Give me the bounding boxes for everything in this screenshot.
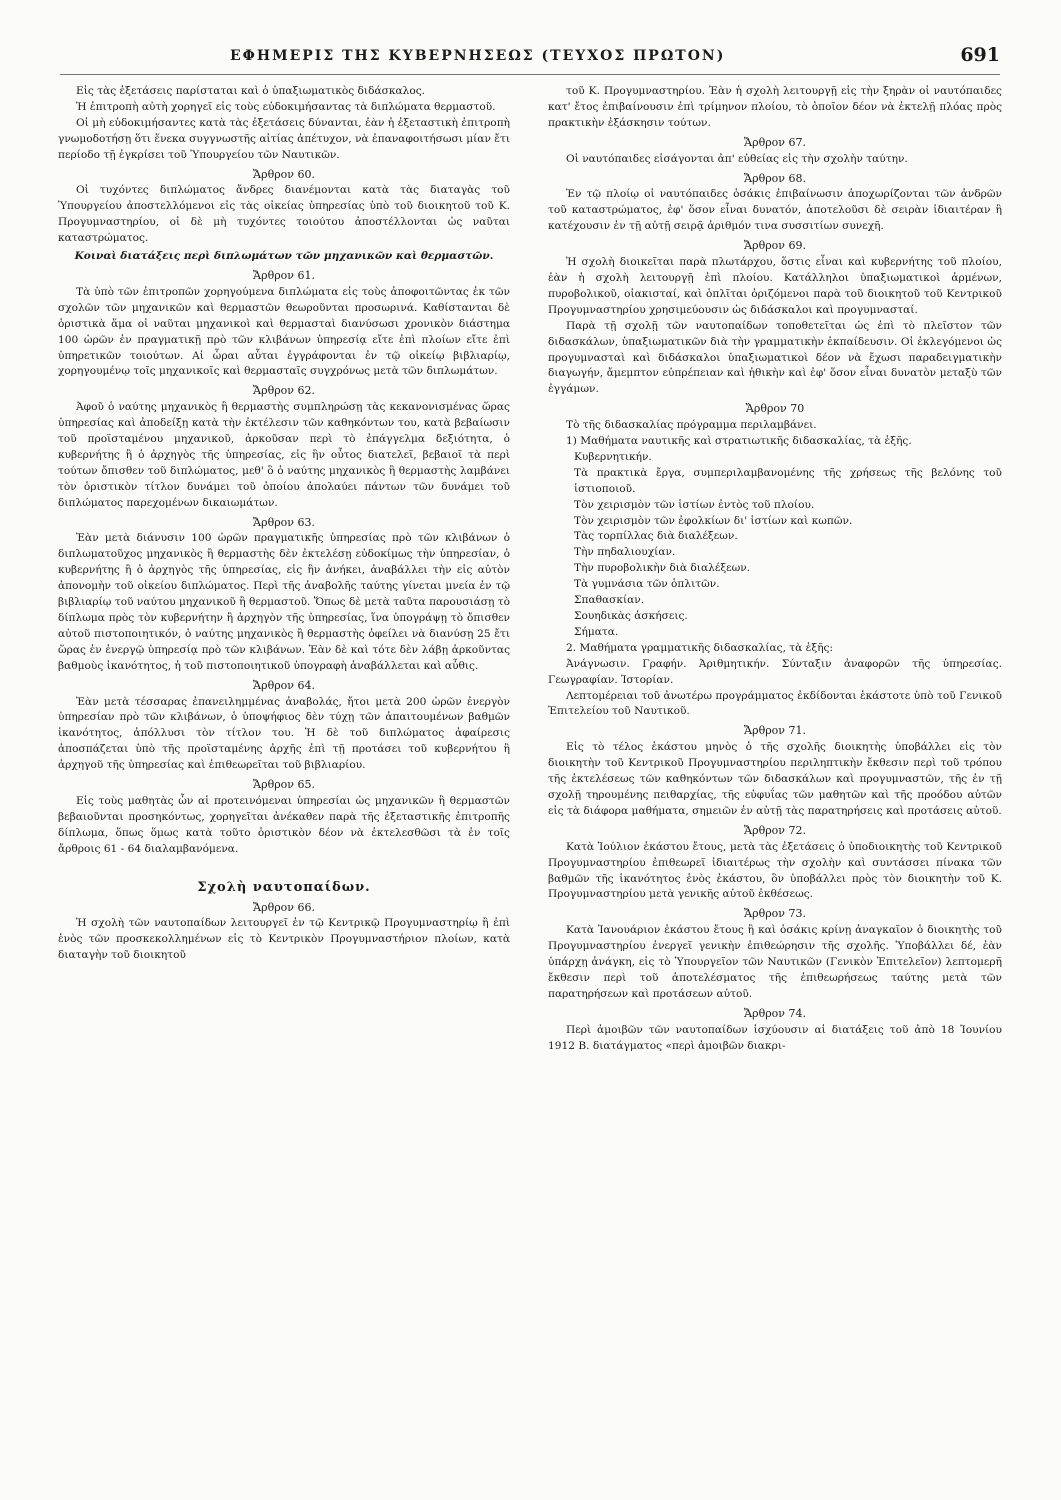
paragraph: Οἱ μὴ εὐδοκιμήσαντες κατὰ τὰς ἐξετάσεις δύνανται, ἐὰν ἡ ἐξεταστικὴ ἐπιτροπὴ γνωμοδοτήσῃ ὅτι ἕνεκα συγγνωστῆς αἰτίας ἀπέτυχον, νὰ ἐπαναφοιτήσωσι μίαν ἔτι περίοδο τῇ ἐγκρίσει τοῦ Ὑπουργείου τῶν Ναυτικῶν. xyxy=(58,116,510,161)
section-heading: Σχολὴ ναυτοπαίδων. xyxy=(197,879,371,895)
paragraph: Οἱ ναυτόπαιδες εἰσάγονται ἀπ' εὐθείας εἰς τὴν σχολὴν ταύτην. xyxy=(566,152,908,165)
paragraph: Ἀφοῦ ὁ ναύτης μηχανικὸς ἢ θερμαστὴς συμπληρώσῃ τὰς κεκανονισμένας ὥρας ὑπηρεσίας καὶ ἀποδείξῃ κατὰ τὴν ἐκτέλεσιν τῶν καθηκόντων του, κατὰ βεβαίωσιν τοῦ προϊσταμένου μηχανικοῦ, ἀρκοῦσαν περὶ τὸ ἐπάγγελμα δεξιότητα, ὁ κυβερνήτης ἢ ὁ ἀρχηγὸς τῆς ὑπηρεσίας, εἰς ἣν οὗτος διατελεῖ, βεβαιοῖ τὰ περὶ τούτων ὄπισθεν τοῦ διπλώματος, μεθ' ὃ ὁ ναύτης μηχανικὸς ἢ θερμαστὴς λαμβάνει τὸν ὁριστικὸν τίτλον δυνάμει τοῦ ὁποίου ἀπολαύει πάντων τῶν δυνάμει τοῦ διπλώματος παρεχομένων δικαιωμάτων. xyxy=(58,401,510,509)
paragraph: Ἀνάγνωσιν. Γραφήν. Ἀριθμητικήν. Σύνταξιν ἀναφορῶν τῆς ὑπηρεσίας. Γεωγραφίαν. Ἱστορίαν. xyxy=(548,657,1002,686)
article-heading: Ἄρθρον 60. xyxy=(253,167,315,181)
article-heading: Ἄρθρον 62. xyxy=(253,384,315,398)
list-item: Τὴν πηδαλιουχίαν. xyxy=(574,546,676,559)
paragraph: Εἰς τὸ τέλος ἑκάστου μηνὸς ὁ τῆς σχολῆς διοικητὴς ὑποβάλλει εἰς τὸν διοικητὴν τοῦ Κεντρικοῦ Προγυμναστηρίου περιληπτικὴν ἔκθεσιν περὶ τοῦ τρόπου τῆς ἐκτελέσεως τῶν καθηκόντων τῶν διδασκάλων καὶ προγυμναστῶν, τῆς ἐν τῇ σχολῇ τηρουμένης πειθαρχίας, τῆς εὐφυΐας τῶν μαθητῶν καὶ τῆς προόδου αὐτῶν εἰς τὰ διάφορα μαθήματα, σημειῶν ἐν αὐτῇ τὰς παρατηρήσεις καὶ προτάσεις αὐτοῦ. xyxy=(548,741,1002,817)
article-heading: Ἄρθρον 66. xyxy=(253,900,315,914)
paragraph: 2. Μαθήματα γραμματικῆς διδασκαλίας, τὰ ἑξῆς: xyxy=(566,641,834,654)
paragraph: Ἡ ἐπιτροπὴ αὐτὴ χορηγεῖ εἰς τοὺς εὐδοκιμήσαντας τὰ διπλώματα θερμαστοῦ. xyxy=(76,100,496,113)
page-number: 691 xyxy=(960,44,1000,66)
article-heading: Ἄρθρον 70 xyxy=(745,402,805,416)
paragraph: Ἐν τῷ πλοίῳ οἱ ναυτόπαιδες ὁσάκις ἐπιβαίνωσιν ἀποχωρίζονται τῶν ἀνδρῶν τοῦ καταστρώματος, ἐφ' ὅσον εἶναι δυνατόν, ἀποτελοῦσι δὲ σειρὰν ἰδιαιτέραν ἢ κατέχουσιν ἐν τῇ αὐτῇ σειρᾷ ἀριθμόν τινα συσσιτίων συνεχῆ. xyxy=(548,188,1002,233)
paragraph: 1) Μαθήματα ναυτικῆς καὶ στρατιωτικῆς διδασκαλίας, τὰ ἑξῆς. xyxy=(566,435,912,448)
list-item: Σπαθασκίαν. xyxy=(574,594,645,607)
paragraph: Παρὰ τῇ σχολῇ τῶν ναυτοπαίδων τοποθετεῖται ὡς ἐπὶ τὸ πλεῖστον τῶν διδασκάλων, ὑπαξιωματικῶν διὰ τὴν γραμματικὴν ἐκπαίδευσιν. Οἱ ἐκλεγόμενοι ὡς προγυμνασταὶ καὶ διδάσκαλοι ὑπαξιωματικοὶ δέον νὰ ἔχωσι παραδειγματικὴν διαγωγήν, ἄμεμπτον εὐπρέπειαν καὶ ἠθικὴν καὶ ἐφ' ὅσον εἶναι δυνατὸν μεταξὺ τῶν ἐγγάμων. xyxy=(548,319,1002,396)
article-heading: Ἄρθρον 64. xyxy=(253,678,315,692)
paragraph: Κατὰ Ἰανουάριον ἑκάστου ἔτους ἢ καὶ ὁσάκις κρίνῃ ἀναγκαῖον ὁ διοικητὴς τοῦ Προγυμναστηρίου ἐνεργεῖ γενικὴν ἐπιθεώρησιν τῆς σχολῆς. Ὑποβάλλει δέ, ἐὰν ὑπάρχῃ ἀνάγκη, εἰς τὸ Ὑπουργεῖον τῶν Ναυτικῶν (Γενικὸν Ἐπιτελεῖον) λεπτομερῆ ἔκθεσιν περὶ τοῦ ἀποτελέσματος τῆς ἐπιθεωρήσεως ταύτης μετὰ τῶν παρατηρήσεων καὶ προτάσεων αὐτοῦ. xyxy=(548,924,1002,1000)
paragraph: Ἡ σχολὴ διοικεῖται παρὰ πλωτάρχου, ὅστις εἶναι καὶ κυβερνήτης τοῦ πλοίου, ἐὰν ἡ σχολὴ λειτουργῇ ἐπὶ πλοίου. Κατάλληλοι ὑπαξιωματικοὶ ἀρμένων, πυροβολικοῦ, οἰακισταί, καὶ ὁπλῖται ὁριζόμενοι παρὰ τοῦ διοικητοῦ τοῦ Κεντρικοῦ Προγυμναστηρίου χρησιμεύουσιν ὡς διδάσκαλοι καὶ προγυμνασταί. xyxy=(548,256,1002,316)
list-item: Τὴν πυροβολικὴν διὰ διαλέξεων. xyxy=(574,562,751,575)
list-item: Σήματα. xyxy=(574,625,619,638)
paragraph: Εἰς τὰς ἐξετάσεις παρίσταται καὶ ὁ ὑπαξιωματικὸς διδάσκαλος. xyxy=(76,85,426,97)
article-heading: Ἄρθρον 63. xyxy=(253,515,315,529)
left-column xyxy=(58,84,510,964)
right-column xyxy=(548,84,1002,1054)
paragraph: τοῦ Κ. Προγυμναστηρίου. Ἐὰν ἡ σχολὴ λειτουργῇ εἰς τὴν ξηρὰν οἱ ναυτόπαιδες κατ' ἔτος ἐπιβαίνουσιν ἐπὶ τρίμηνον πλοίου, τὸ ὁποῖον δέον νὰ ἐκτελῇ πλόας πρὸς πρακτικὴν ἐξάσκησιν τούτων. xyxy=(548,85,1002,129)
page-header xyxy=(60,40,1000,75)
article-heading: Ἄρθρον 61. xyxy=(253,268,315,282)
paragraph: Ἐὰν μετὰ διάνυσιν 100 ὡρῶν πραγματικῆς ὑπηρεσίας πρὸ τῶν κλιβάνων ὁ διπλωματοῦχος μηχανικὸς ἢ θερμαστὴς δὲν ἐκτελέσῃ εὐδοκίμως τὴν ὑπηρεσίαν, ὁ κυβερνήτης ἢ ὁ ἀρχηγὸς τῆς ὑπηρεσίας, εἰς ἣν ἀνήκει, ἀναβάλλει τὴν εἰς αὐτὸν ἀπονομὴν τοῦ οἰκείου διπλώματος. Περὶ τῆς ἀναβολῆς ταύτης γίνεται μνεία ἐν τῷ βιβλιαρίῳ τοῦ ναύτου μηχανικοῦ ἢ θερμαστοῦ. Ὅπως δὲ μετὰ ταῦτα παρουσιάσῃ τὸ δίπλωμα πρὸς τὸν κυβερνήτην ἢ ἀρχηγὸν τῆς ὑπηρεσίας, ἵνα ὑπογράψῃ τὸ ὄπισθεν αὐτοῦ πιστοποιητικόν, ὁ ναύτης μηχανικὸς ἢ θερμαστὴς ὀφείλει νὰ διανύσῃ 25 ἔτι ὥρας ἐν ἐνεργῷ ὑπηρεσίᾳ πρὸ τῶν κλιβάνων. Ἐὰν δὲ καὶ τότε δὲν λάβῃ ἀρκοῦντας βαθμοὺς ἱκανότητος, ἡ τοῦ πιστοποιητικοῦ ὑπογραφὴ ἀναβάλλεται καὶ αὖθις. xyxy=(58,532,510,672)
article-heading: Ἄρθρον 74. xyxy=(744,1006,806,1020)
article-heading: Ἄρθρον 69. xyxy=(744,239,806,253)
paragraph: Εἰς τοὺς μαθητὰς ὧν αἱ προτεινόμεναι ὑπηρεσίαι ὡς μηχανικῶν ἢ θερμαστῶν βεβαιοῦνται προσηκόντως, χορηγεῖται ἀνέκαθεν παρὰ τῆς ἐξεταστικῆς ἐπιτροπῆς δίπλωμα, ὅπως ὅμως κατὰ τοῦτο ὁριστικὸν δέον νὰ ἐκτελεσθῶσι τὰ ἐν τοῖς ἄρθροις 61 - 64 διαλαμβανόμενα. xyxy=(58,794,510,855)
list-item: Σουηδικὰς ἀσκήσεις. xyxy=(574,610,688,622)
section-heading: Κοιναὶ διατάξεις περὶ διπλωμάτων τῶν μηχανικῶν καὶ θερμαστῶν. xyxy=(74,250,494,263)
paragraph: Περὶ ἀμοιβῶν τῶν ναυτοπαίδων ἰσχύουσιν αἱ διατάξεις τοῦ ἀπὸ 18 Ἰουνίου 1912 Β. διατάγματος «περὶ ἀμοιβῶν διακρι- xyxy=(548,1023,1002,1052)
article-heading: Ἄρθρον 71. xyxy=(744,724,806,738)
list-item: Τὰς τορπίλλας διὰ διαλέξεων. xyxy=(574,530,738,543)
article-heading: Ἄρθρον 65. xyxy=(253,778,315,792)
list-item: Τὸν χειρισμὸν τῶν ἐφολκίων δι' ἱστίων καὶ κωπῶν. xyxy=(574,514,853,527)
article-heading: Ἄρθρον 68. xyxy=(744,171,806,185)
paragraph: Ἐὰν μετὰ τέσσαρας ἐπανειλημμένας ἀναβολάς, ἤτοι μετὰ 200 ὡρῶν ἐνεργὸν ὑπηρεσίαν πρὸ τῶν κλιβάνων, ὁ ὑποψήφιος δὲν τύχῃ τῶν ἀπαιτουμένων βαθμῶν ἱκανότητος, ἀπόλλυσι τὸν τίτλον του. Ἡ δὲ τοῦ διπλώματος ἀφαίρεσις ἀποσπάζεται ὑπὸ τῆς προϊσταμένης ἀρχῆς ἐπὶ τῇ προτάσει τοῦ κυβερνήτου ἢ ἀρχηγοῦ τῆς ὑπηρεσίας καὶ ἐπιθεωρεῖται τοῦ βιβλιαρίου. xyxy=(58,695,510,772)
paragraph: Οἱ τυχόντες διπλώματος ἄνδρες διανέμονται κατὰ τὰς διαταγὰς τοῦ Ὑπουργείου ἀποστελλόμενοι εἰς τὰς οἰκείας ὑπηρεσίας ὑπὸ τοῦ διοικητοῦ τοῦ Κ. Προγυμναστηρίου, οἱ δὲ μὴ τυχόντες τοιούτου ἀποστέλλονται ὡς ναῦται καταστρώματος. xyxy=(58,184,510,245)
paragraph: Κατὰ Ἰούλιον ἑκάστου ἔτους, μετὰ τὰς ἐξετάσεις ὁ ὑποδιοικητὴς τοῦ Κεντρικοῦ Προγυμναστηρίου ἐπιθεωρεῖ ἰδιαιτέρως τὴν σχολὴν καὶ συντάσσει πίνακα τῶν βαθμῶν τῆς ἱκανότητος ἑνὸς ἑκάστου, ὃν ὑποβάλλει πρὸς τὸν διοικητὴν τοῦ Κ. Προγυμναστηρίου μετὰ γενικῆς αὐτοῦ ἐκθέσεως. xyxy=(548,840,1002,901)
paragraph: Τὰ ὑπὸ τῶν ἐπιτροπῶν χορηγούμενα διπλώματα εἰς τοὺς ἀποφοιτῶντας ἐκ τῶν σχολῶν τῶν μηχανικῶν καὶ θερμαστῶν θεωροῦνται προσωρινά. Καθίστανται δὲ ὁριστικὰ ἅμα οἱ ναῦται μηχανικοὶ καὶ θερμασταὶ διανύσωσι χρονικὸν διάστημα 100 ὡρῶν ἐν πραγματικῇ πρὸ τῶν κλιβάνων ὑπηρεσίᾳ εἴτε ἐπὶ πλοίων εἴτε ἐπὶ ὑπηρετικῶν τοιούτων. Αἱ ὧραι αὗται ἐγγράφονται ἐν τῷ οἰκείῳ βιβλιαρίῳ, χορηγουμένῳ τοῖς μηχανικοῖς καὶ θερμασταῖς συγχρόνως μετὰ τῶν διπλωμάτων. xyxy=(58,285,510,378)
paragraph: Ἡ σχολὴ τῶν ναυτοπαίδων λειτουργεῖ ἐν τῷ Κεντρικῷ Προγυμναστηρίῳ ἢ ἐπὶ ἑνὸς τῶν προσκεκολλημένων εἰς τὸ Κεντρικὸν Προγυμναστήριον πλοίων, κατὰ διαταγὴν τοῦ διοικητοῦ xyxy=(58,917,510,962)
list-item: Τὰ πρακτικὰ ἔργα, συμπεριλαμβανομένης τῆς χρήσεως τῆς βελόνης τοῦ ἱστιοποιοῦ. xyxy=(574,466,1002,495)
article-heading: Ἄρθρον 72. xyxy=(744,823,806,837)
article-heading: Ἄρθρον 73. xyxy=(744,907,806,921)
article-heading: Ἄρθρον 67. xyxy=(744,135,806,149)
paragraph: Τὸ τῆς διδασκαλίας πρόγραμμα περιλαμβάνει. xyxy=(566,419,817,432)
list-item: Τὰ γυμνάσια τῶν ὁπλιτῶν. xyxy=(574,578,720,591)
paragraph: Λεπτομέρειαι τοῦ ἀνωτέρω προγράμματος ἐκδίδονται ἑκάστοτε ὑπὸ τοῦ Γενικοῦ Ἐπιτελείου τοῦ Ναυτικοῦ. xyxy=(548,689,1002,718)
list-item: Τὸν χειρισμὸν τῶν ἱστίων ἐντὸς τοῦ πλοίου. xyxy=(574,498,815,511)
list-item: Κυβερνητικήν. xyxy=(574,450,652,463)
gazette-title: ΕΦΗΜΕΡΙΣ ΤΗΣ ΚΥΒΕΡΝΗΣΕΩΣ (ΤΕΥΧΟΣ ΠΡΩΤΟΝ) xyxy=(230,48,726,64)
